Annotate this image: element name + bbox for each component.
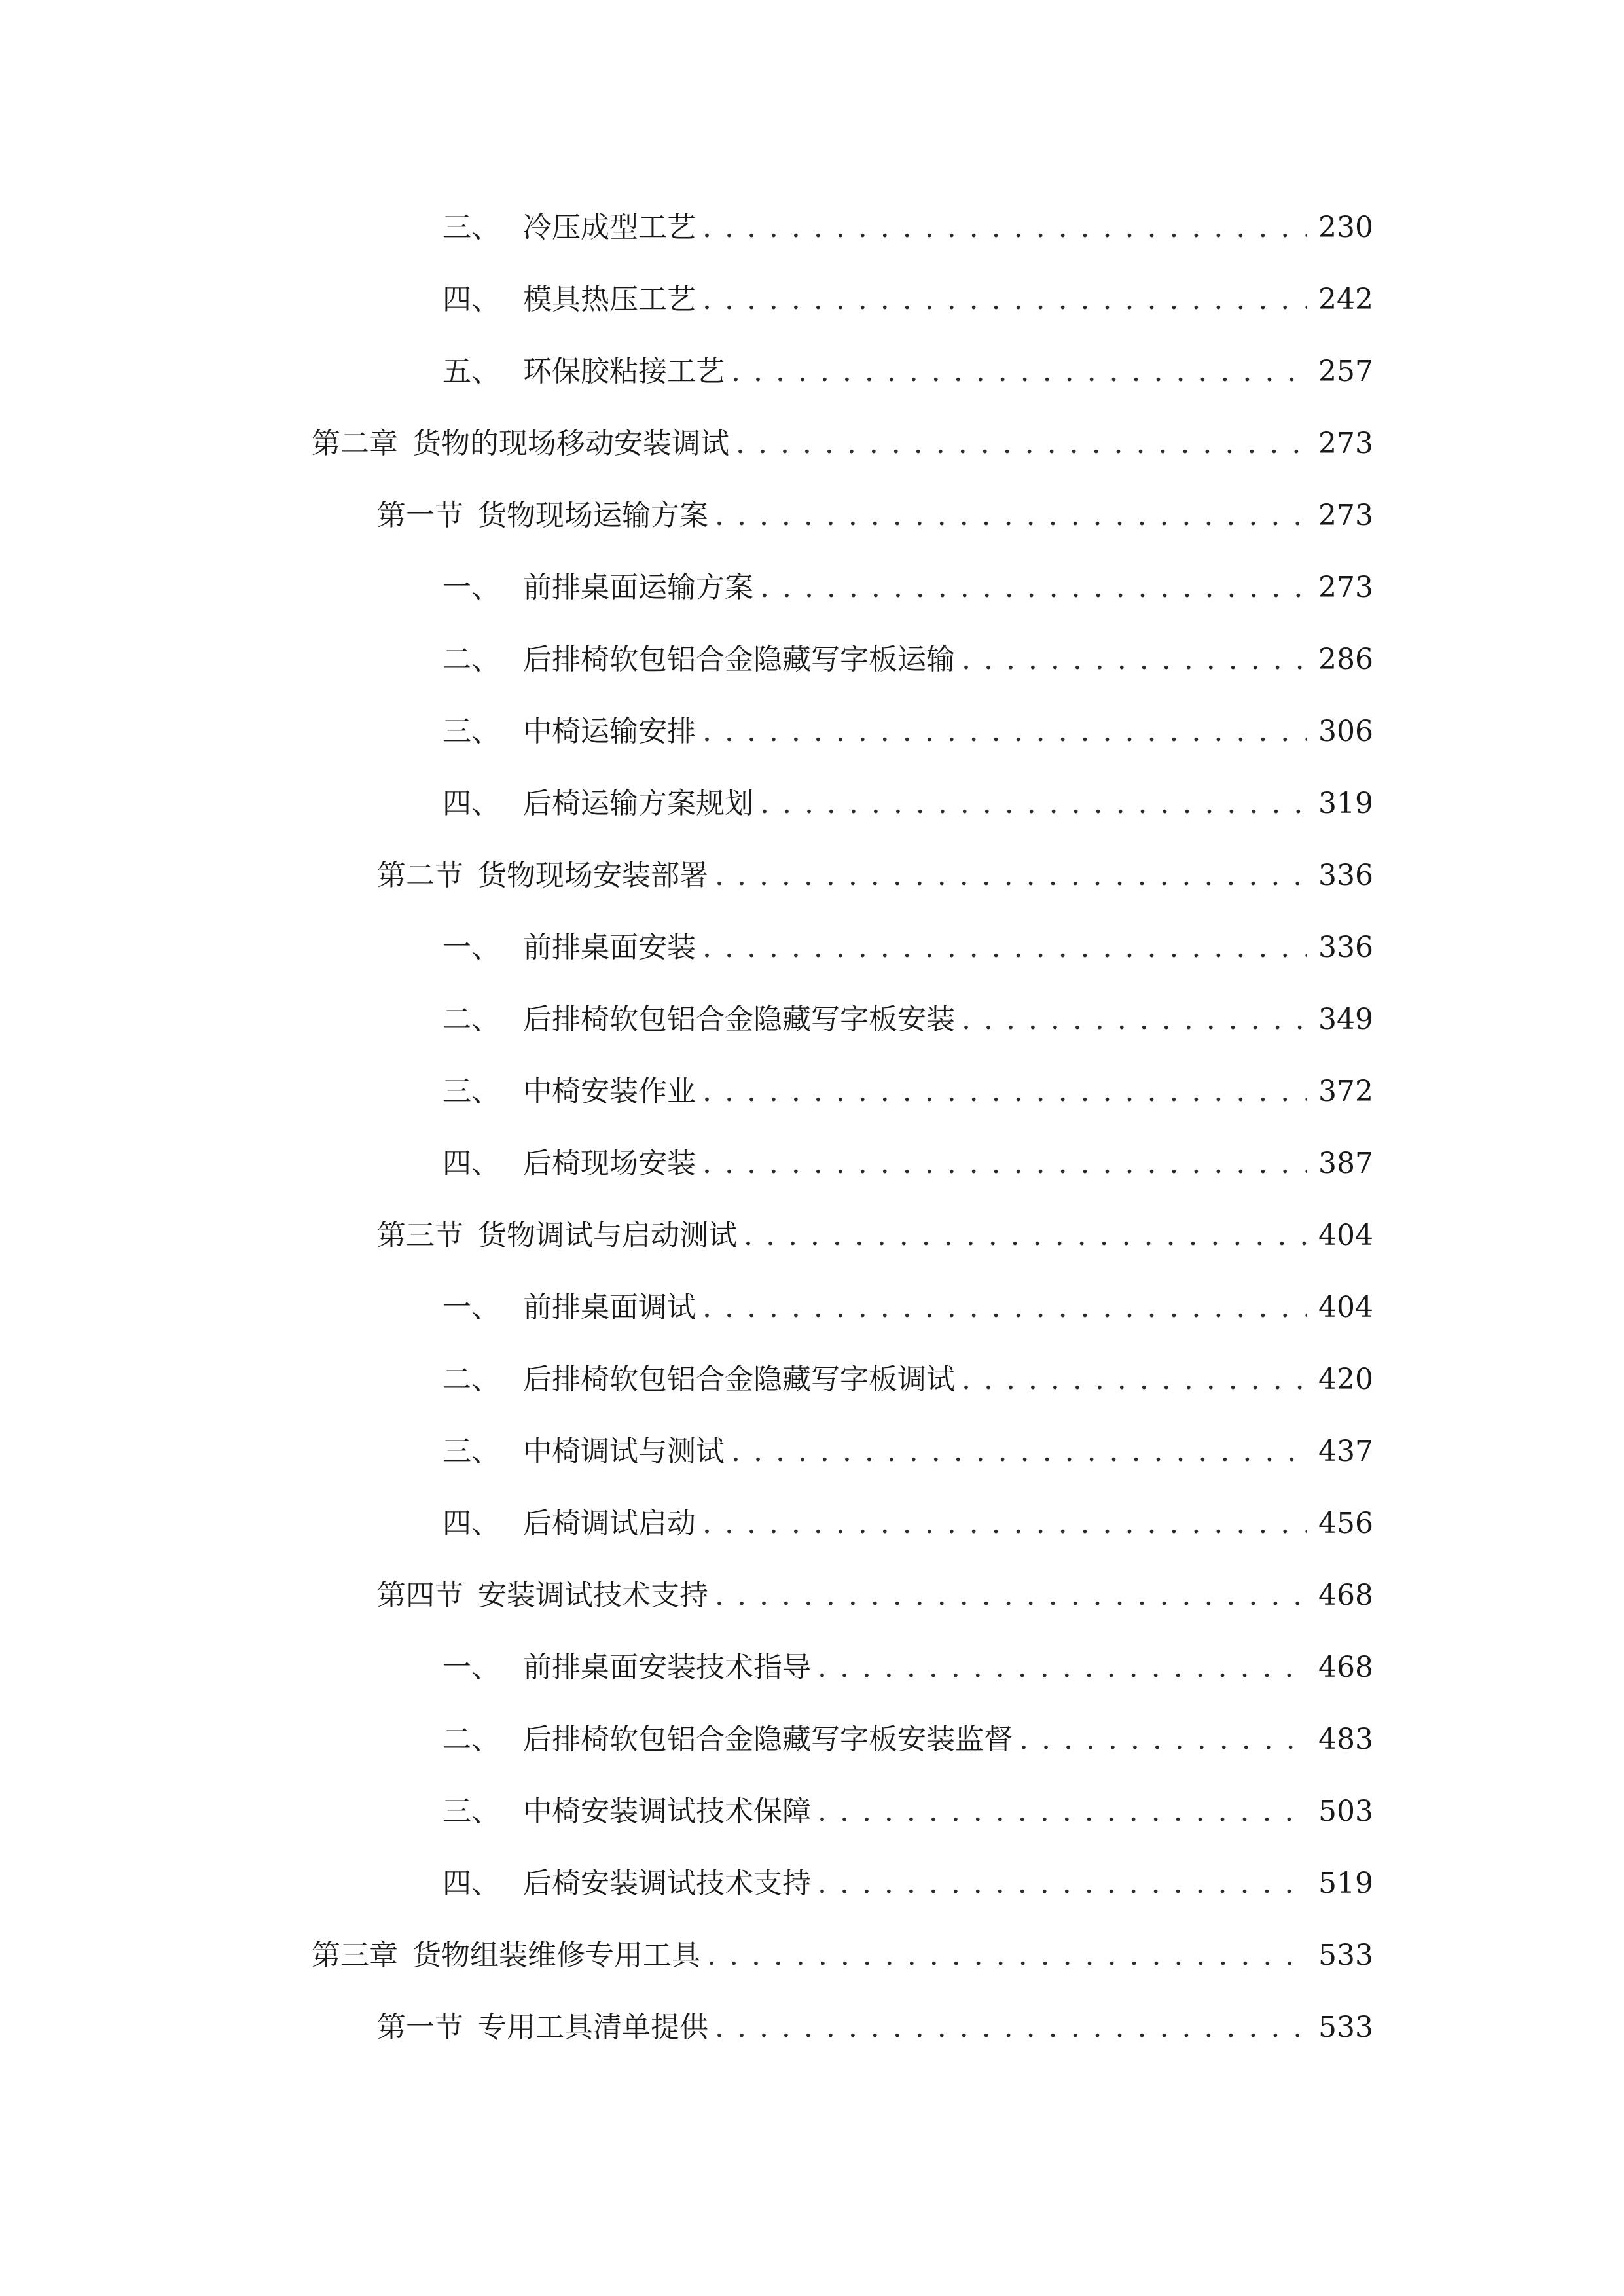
toc-entry-page: 319 xyxy=(1318,787,1373,820)
toc-entry-index: 四、 xyxy=(442,283,500,316)
toc-section-entry[interactable] xyxy=(377,493,1373,539)
toc-entry-title: 货物的现场移动安装调试 xyxy=(412,427,729,460)
toc-entry-title: 前排桌面调试 xyxy=(523,1291,696,1324)
toc-entry-title: 前排桌面运输方案 xyxy=(523,571,753,604)
toc-entry-index: 五、 xyxy=(442,355,500,388)
toc-entry-index: 二、 xyxy=(442,643,500,676)
toc-entry-page: 372 xyxy=(1318,1075,1373,1108)
toc-entry-page: 387 xyxy=(1318,1147,1373,1180)
toc-entry-title: 冷压成型工艺 xyxy=(523,211,696,244)
toc-entry[interactable] xyxy=(442,1645,1373,1691)
toc-entry-page: 336 xyxy=(1318,859,1373,892)
toc-entry-title: 专用工具清单提供 xyxy=(478,2011,708,2044)
toc-entry-page: 286 xyxy=(1318,643,1373,676)
dot-leader xyxy=(702,1141,1307,1187)
toc-entry-page: 230 xyxy=(1318,211,1373,244)
toc-entry[interactable] xyxy=(442,1069,1373,1115)
toc-chapter-entry[interactable] xyxy=(312,421,1373,467)
dot-leader xyxy=(731,1429,1307,1475)
toc-entry-title: 货物组装维修专用工具 xyxy=(412,1939,700,1972)
toc-entry-title: 中椅调试与测试 xyxy=(523,1435,725,1468)
toc-entry-title: 后排椅软包铝合金隐藏写字板安装监督 xyxy=(523,1723,1013,1756)
toc-entry-page: 468 xyxy=(1318,1579,1373,1612)
dot-leader xyxy=(702,1285,1307,1331)
toc-entry-page: 257 xyxy=(1318,355,1373,388)
toc-entry-title: 后排椅软包铝合金隐藏写字板调试 xyxy=(523,1363,955,1396)
dot-leader xyxy=(702,277,1307,323)
toc-entry-title: 后椅运输方案规划 xyxy=(523,787,753,820)
toc-entry-page: 306 xyxy=(1318,715,1373,748)
toc-entry-index: 第四节 xyxy=(377,1579,463,1612)
toc-entry-page: 242 xyxy=(1318,283,1373,316)
toc-entry-index: 二、 xyxy=(442,1723,500,1756)
toc-chapter-entry[interactable] xyxy=(312,1933,1373,1979)
toc-entry-index: 四、 xyxy=(442,1867,500,1900)
toc-entry-index: 第二章 xyxy=(312,427,398,460)
toc-entry-title: 前排桌面安装 xyxy=(523,931,696,964)
dot-leader xyxy=(760,565,1307,611)
toc-entry[interactable] xyxy=(442,565,1373,611)
toc-entry[interactable] xyxy=(442,1861,1373,1907)
toc-entry[interactable] xyxy=(442,1285,1373,1331)
toc-entry-title: 货物调试与启动测试 xyxy=(478,1219,737,1252)
toc-entry[interactable] xyxy=(442,1717,1373,1763)
dot-leader xyxy=(707,1933,1307,1979)
toc-entry[interactable] xyxy=(442,781,1373,827)
toc-entry-index: 二、 xyxy=(442,1363,500,1396)
toc-entry-page: 437 xyxy=(1318,1435,1373,1468)
toc-entry-page: 503 xyxy=(1318,1795,1373,1828)
toc-entry-page: 533 xyxy=(1318,2011,1373,2044)
toc-entry-index: 第一节 xyxy=(377,499,463,532)
dot-leader xyxy=(962,637,1307,683)
toc-entry-page: 404 xyxy=(1318,1219,1373,1252)
toc-entry-index: 三、 xyxy=(442,211,500,244)
dot-leader xyxy=(702,1069,1307,1115)
toc-entry[interactable] xyxy=(442,925,1373,971)
dot-leader xyxy=(715,493,1307,539)
toc-entry-page: 336 xyxy=(1318,931,1373,964)
toc-entry-index: 第二节 xyxy=(377,859,463,892)
dot-leader xyxy=(744,1213,1307,1259)
toc-entry-title: 中椅运输安排 xyxy=(523,715,696,748)
toc-entry-page: 519 xyxy=(1318,1867,1373,1900)
toc-entry-title: 模具热压工艺 xyxy=(523,283,696,316)
dot-leader xyxy=(715,1573,1307,1619)
toc-entry[interactable] xyxy=(442,709,1373,755)
toc-entry[interactable] xyxy=(442,1357,1373,1403)
toc-entry-title: 后椅安装调试技术支持 xyxy=(523,1867,811,1900)
dot-leader xyxy=(736,421,1307,467)
toc-entry-page: 468 xyxy=(1318,1651,1373,1684)
toc-entry-title: 中椅安装作业 xyxy=(523,1075,696,1108)
toc-entry-title: 后椅调试启动 xyxy=(523,1507,696,1540)
toc-entry-index: 一、 xyxy=(442,571,500,604)
toc-entry-title: 前排桌面安装技术指导 xyxy=(523,1651,811,1684)
toc-entry-page: 533 xyxy=(1318,1939,1373,1972)
toc-entry-title: 环保胶粘接工艺 xyxy=(523,355,725,388)
toc-entry-title: 货物现场安装部署 xyxy=(478,859,708,892)
toc-entry-index: 第三节 xyxy=(377,1219,463,1252)
toc-entry-page: 349 xyxy=(1318,1003,1373,1036)
toc-entry-index: 四、 xyxy=(442,1147,500,1180)
toc-entry-index: 三、 xyxy=(442,715,500,748)
dot-leader xyxy=(818,1861,1307,1907)
toc-entry-index: 四、 xyxy=(442,787,500,820)
toc-entry-title: 中椅安装调试技术保障 xyxy=(523,1795,811,1828)
toc-entry[interactable] xyxy=(442,997,1373,1043)
toc-entry-title: 后椅现场安装 xyxy=(523,1147,696,1180)
toc-entry-title: 后排椅软包铝合金隐藏写字板运输 xyxy=(523,643,955,676)
toc-section-entry[interactable] xyxy=(377,2005,1373,2051)
toc-section-entry[interactable] xyxy=(377,1213,1373,1259)
toc-entry-index: 四、 xyxy=(442,1507,500,1540)
toc-entry-index: 三、 xyxy=(442,1075,500,1108)
dot-leader xyxy=(1019,1717,1307,1763)
toc-entry[interactable] xyxy=(442,349,1373,395)
toc-entry[interactable] xyxy=(442,637,1373,683)
toc-entry-index: 三、 xyxy=(442,1795,500,1828)
toc-section-entry[interactable] xyxy=(377,853,1373,899)
toc-entry-index: 第一节 xyxy=(377,2011,463,2044)
toc-entry-page: 483 xyxy=(1318,1723,1373,1756)
toc-entry-page: 273 xyxy=(1318,499,1373,532)
toc-entry[interactable] xyxy=(442,1429,1373,1475)
dot-leader xyxy=(702,205,1307,251)
dot-leader xyxy=(702,925,1307,971)
toc-entry-page: 456 xyxy=(1318,1507,1373,1540)
dot-leader xyxy=(962,1357,1307,1403)
toc-entry-index: 二、 xyxy=(442,1003,500,1036)
toc-entry[interactable] xyxy=(442,205,1373,251)
toc-entry-page: 404 xyxy=(1318,1291,1373,1324)
toc-entry[interactable] xyxy=(442,1789,1373,1835)
toc-entry[interactable] xyxy=(442,1501,1373,1547)
toc-entry-page: 273 xyxy=(1318,571,1373,604)
dot-leader xyxy=(715,853,1307,899)
toc-entry-index: 一、 xyxy=(442,931,500,964)
dot-leader xyxy=(715,2005,1307,2051)
toc-entry-title: 后排椅软包铝合金隐藏写字板安装 xyxy=(523,1003,955,1036)
toc-entry-title: 货物现场运输方案 xyxy=(478,499,708,532)
toc-entry[interactable] xyxy=(442,277,1373,323)
toc-entry-index: 一、 xyxy=(442,1291,500,1324)
toc-entry-index: 一、 xyxy=(442,1651,500,1684)
dot-leader xyxy=(731,349,1307,395)
dot-leader xyxy=(760,781,1307,827)
toc-entry[interactable] xyxy=(442,1141,1373,1187)
toc-entry-index: 第三章 xyxy=(312,1939,398,1972)
toc-entry-index: 三、 xyxy=(442,1435,500,1468)
dot-leader xyxy=(702,709,1307,755)
dot-leader xyxy=(702,1501,1307,1547)
toc-entry-title: 安装调试技术支持 xyxy=(478,1579,708,1612)
dot-leader xyxy=(818,1789,1307,1835)
toc-section-entry[interactable] xyxy=(377,1573,1373,1619)
dot-leader xyxy=(818,1645,1307,1691)
toc-entry-page: 273 xyxy=(1318,427,1373,460)
toc-entry-page: 420 xyxy=(1318,1363,1373,1396)
dot-leader xyxy=(962,997,1307,1043)
